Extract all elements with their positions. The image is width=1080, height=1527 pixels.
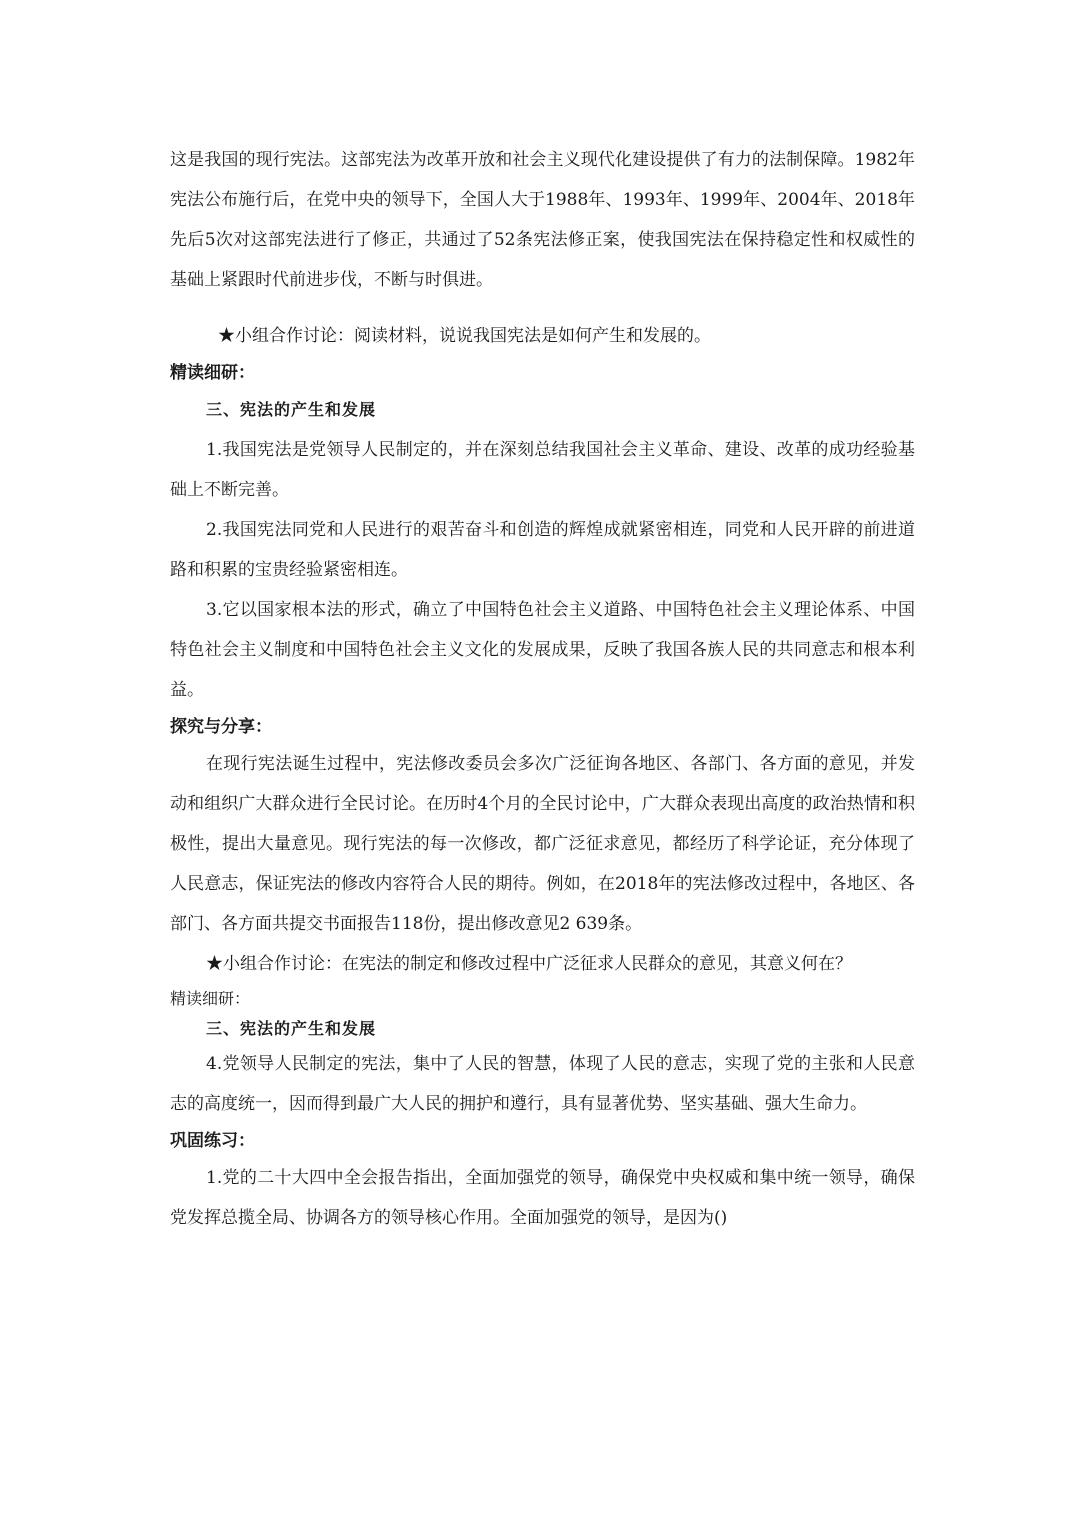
close-reading-heading-2: 精读细研： [170, 989, 251, 1008]
section-title-2: 三、宪法的产生和发展 [206, 1019, 377, 1038]
point-2: 2.我国宪法同党和人民进行的艰苦奋斗和创造的辉煌成就紧密相连，同党和人民开辟的前进道路和积累的宝贵经验紧密相连。 [170, 520, 915, 580]
document-page [170, 140, 915, 1238]
point-3: 3.它以国家根本法的形式，确立了中国特色社会主义道路、中国特色社会主义理论体系、中国特色社会主义制度和中国特色社会主义文化的发展成果，反映了我国各族人民的共同意志和根本利益。 [170, 600, 915, 700]
close-reading-heading-1: 精读细研： [170, 363, 255, 383]
practice-heading: 巩固练习： [170, 1131, 255, 1151]
intro-paragraph: 这是我国的现行宪法。这部宪法为改革开放和社会主义现代化建设提供了有力的法制保障。1982年宪法公布施行后，在党中央的领导下，全国人大于1988年、1993年、1999年、2004年、2018年先后5次对这部宪法进行了修正，共通过了52条宪法修正案，使我国宪法在保持稳定性和权威性的基础上紧跟时代前进步伐，不断与时俱进。 [170, 150, 915, 290]
section-title-1: 三、宪法的产生和发展 [206, 400, 377, 419]
practice-question-1: 1.党的二十大四中全会报告指出，全面加强党的领导，确保党中央权威和集中统一领导，确保党发挥总揽全局、协调各方的领导核心作用。全面加强党的领导，是因为() [170, 1168, 915, 1228]
explore-share-heading: 探究与分享： [170, 717, 272, 737]
discussion-prompt-2: ★小组合作讨论：在宪法的制定和修改过程中广泛征求人民群众的意见，其意义何在？ [206, 954, 852, 974]
explore-paragraph: 在现行宪法诞生过程中，宪法修改委员会多次广泛征询各地区、各部门、各方面的意见，并发动和组织广大群众进行全民讨论。在历时4个月的全民讨论中，广大群众表现出高度的政治热情和积极性，提出大量意见。现行宪法的每一次修改，都广泛征求意见，都经历了科学论证，充分体现了人民意志，保证宪法的修改内容符合人民的期待。例如，在2018年的宪法修改过程中，各地区、各部门、各方面共提交书面报告118份，提出修改意见2 639条。 [170, 754, 915, 934]
spacer [170, 300, 915, 316]
discussion-prompt-1: ★小组合作讨论：阅读材料，说说我国宪法是如何产生和发展的。 [218, 326, 711, 346]
point-1: 1.我国宪法是党领导人民制定的，并在深刻总结我国社会主义革命、建设、改革的成功经验基础上不断完善。 [170, 440, 915, 500]
point-4: 4.党领导人民制定的宪法，集中了人民的智慧，体现了人民的意志，实现了党的主张和人民意志的高度统一，因而得到最广大人民的拥护和遵行，具有显著优势、坚实基础、强大生命力。 [170, 1054, 915, 1114]
